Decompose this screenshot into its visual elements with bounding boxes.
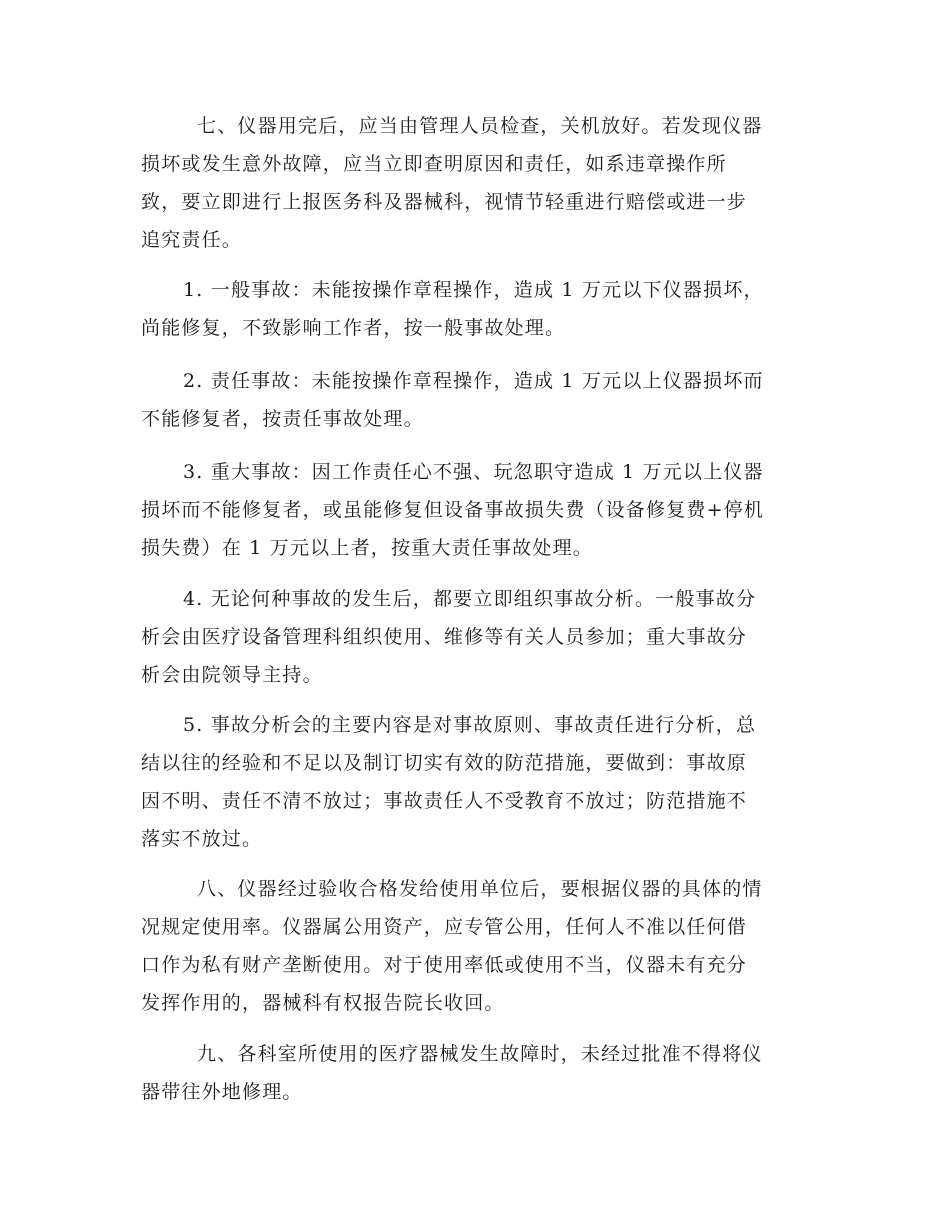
paragraph-seven: [141, 107, 811, 259]
text-line: 3. 重大事故：因工作责任心不强、玩忽职守造成 1 万元以上仪器: [183, 461, 764, 483]
text-line: 发挥作用的，器械科有权报告院长收回。: [141, 992, 505, 1014]
paragraph-accident-analysis: [141, 580, 811, 694]
text-line: 器带往外地修理。: [141, 1081, 303, 1103]
text-line: 八、仪器经过验收合格发给使用单位后，要根据仪器的具体的情: [197, 878, 763, 900]
text-line: 九、各科室所使用的医疗器械发生故障时，未经过批准不得将仪: [197, 1043, 763, 1065]
paragraph-major-accident: [141, 453, 811, 567]
text-line: 口作为私有财产垄断使用。对于使用率低或使用不当，仪器未有充分: [141, 954, 748, 976]
text-line: 尚能修复，不致影响工作者，按一般事故处理。: [141, 317, 566, 339]
paragraph-analysis-content: [141, 706, 811, 858]
text-line: 损坏或发生意外故障，应当立即查明原因和责任，如系违章操作所: [141, 153, 727, 175]
text-line: 析会由院领导主持。: [141, 664, 323, 686]
text-line: 追究责任。: [141, 229, 243, 251]
text-line: 落实不放过。: [141, 828, 263, 850]
text-line: 1. 一般事故：未能按操作章程操作，造成 1 万元以下仪器损坏，: [183, 279, 764, 301]
text-line: 因不明、责任不清不放过；事故责任人不受教育不放过；防范措施不: [141, 790, 748, 812]
text-line: 2. 责任事故：未能按操作章程操作，造成 1 万元以上仪器损坏而: [183, 370, 764, 392]
paragraph-liability-accident: [141, 362, 811, 438]
text-line: 致，要立即进行上报医务科及器械科，视情节轻重进行赔偿或进一步: [141, 191, 748, 213]
text-line: 结以往的经验和不足以及制订切实有效的防范措施，要做到：事故原: [141, 752, 748, 774]
paragraph-eight: [141, 870, 811, 1022]
paragraph-general-accident: [141, 271, 811, 347]
text-line: 析会由医疗设备管理科组织使用、维修等有关人员参加；重大事故分: [141, 626, 748, 648]
text-line: 况规定使用率。仪器属公用资产，应专管公用，任何人不准以任何借: [141, 916, 748, 938]
text-line: 5. 事故分析会的主要内容是对事故原则、事故责任进行分析，总: [183, 714, 757, 736]
text-line: 4. 无论何种事故的发生后，都要立即组织事故分析。一般事故分: [183, 588, 757, 610]
text-line: 七、仪器用完后，应当由管理人员检查，关机放好。若发现仪器: [197, 115, 763, 137]
text-line: 损坏而不能修复者，或虽能修复但设备事故损失费（设备修复费+停机: [141, 499, 765, 521]
text-line: 不能修复者，按责任事故处理。: [141, 408, 424, 430]
text-line: 损失费）在 1 万元以上者，按重大责任事故处理。: [141, 537, 593, 559]
paragraph-nine: [141, 1035, 811, 1111]
